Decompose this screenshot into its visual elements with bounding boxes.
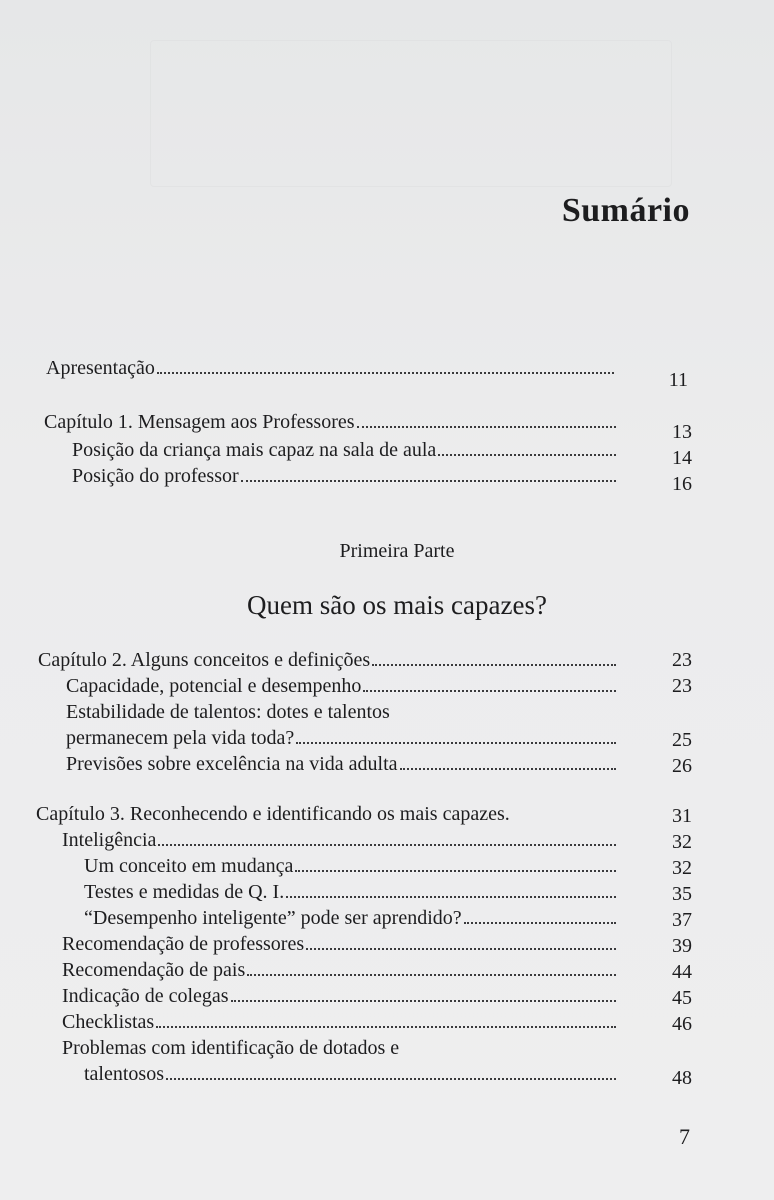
toc-entry-page: 31 — [672, 805, 692, 827]
leader-dots — [156, 1012, 616, 1028]
toc-entry-label: Testes e medidas de Q. I. — [84, 881, 285, 903]
leader-dots — [372, 650, 616, 666]
toc-entry-page: 46 — [672, 1013, 692, 1035]
toc-entry-page: 13 — [672, 421, 692, 443]
toc-entry-label: Indicação de colegas — [62, 985, 229, 1007]
toc-entry-page: 39 — [672, 935, 692, 957]
toc-entry — [66, 752, 620, 776]
page-title: Sumário — [561, 192, 690, 229]
toc-entry — [62, 958, 620, 982]
toc-entry-page: 14 — [672, 447, 692, 469]
toc-entry-label: Posição da criança mais capaz na sala de aula — [72, 439, 437, 461]
toc-entry-label: Apresentação — [46, 357, 155, 379]
toc-entry — [66, 700, 620, 724]
toc-entry — [66, 674, 620, 698]
toc-entry — [62, 984, 620, 1008]
toc-entry-page: 23 — [672, 675, 692, 697]
toc-entry — [66, 726, 620, 750]
toc-entry — [84, 880, 620, 904]
leader-dots — [247, 960, 616, 976]
toc-entry-label: Capacidade, potencial e desempenho — [66, 675, 362, 697]
toc-entry-page: 45 — [672, 987, 692, 1009]
toc-entry-page: 11 — [668, 369, 688, 391]
toc-entry-page: 26 — [672, 755, 692, 777]
toc-entry-label: Estabilidade de talentos: dotes e talentos — [66, 701, 390, 723]
toc-entry-page: 32 — [672, 831, 692, 853]
leader-dots — [464, 908, 616, 924]
part-label: Primeira Parte — [339, 540, 455, 562]
toc-entry-label: talentosos — [84, 1063, 164, 1085]
toc-entry — [62, 1010, 620, 1034]
toc-entry — [62, 932, 620, 956]
toc-entry-page: 32 — [672, 857, 692, 879]
leader-dots — [241, 466, 616, 482]
leader-dots — [158, 830, 616, 846]
leader-dots — [295, 856, 616, 872]
toc-entry-label: Um conceito em mudança — [84, 855, 294, 877]
toc-entry-page: 35 — [672, 883, 692, 905]
leader-dots — [363, 676, 616, 692]
leader-dots — [357, 412, 616, 428]
leader-dots — [296, 728, 616, 744]
toc-entry — [36, 802, 620, 826]
toc-entry-page: 23 — [672, 649, 692, 671]
toc-entry-label: “Desempenho inteligente” pode ser aprendido? — [84, 907, 462, 929]
toc-entry — [84, 854, 620, 878]
toc-entry-page: 16 — [672, 473, 692, 495]
toc-entry — [84, 906, 620, 930]
toc-entry-label: Recomendação de professores — [62, 933, 305, 955]
toc-entry-label: Checklistas — [62, 1011, 155, 1033]
leader-dots — [157, 358, 614, 374]
toc-entry — [84, 1062, 620, 1086]
toc-entry — [46, 356, 618, 380]
toc-entry-label: Recomendação de pais — [62, 959, 246, 981]
toc-entry-page: 37 — [672, 909, 692, 931]
toc-entry-page: 48 — [672, 1067, 692, 1089]
leader-dots — [400, 754, 616, 770]
toc-entry-page: 44 — [672, 961, 692, 983]
toc-entry — [62, 828, 620, 852]
toc-entry — [72, 464, 620, 488]
leader-dots — [438, 440, 616, 456]
toc-entry-label: Capítulo 2. Alguns conceitos e definições — [38, 649, 371, 671]
faded-stamp — [150, 40, 672, 187]
toc-entry-label: Inteligência — [62, 829, 157, 851]
toc-entry-label: Problemas com identificação de dotados e — [62, 1037, 400, 1059]
toc-entry — [44, 410, 620, 434]
leader-dots — [286, 882, 616, 898]
page-number: 7 — [679, 1124, 690, 1149]
toc-entry-label: Previsões sobre excelência na vida adulta — [66, 753, 398, 775]
toc-entry — [38, 648, 620, 672]
toc-entry — [62, 1036, 620, 1060]
toc-entry-label: Posição do professor — [72, 465, 239, 487]
toc-entry-label: permanecem pela vida toda? — [66, 727, 295, 749]
toc-entry-page: 25 — [672, 729, 692, 751]
leader-dots — [306, 934, 616, 950]
toc-entry-label: Capítulo 3. Reconhecendo e identificando os mais capazes. — [36, 803, 510, 825]
leader-dots — [231, 986, 616, 1002]
leader-dots — [166, 1064, 616, 1080]
part-title: Quem são os mais capazes? — [247, 590, 547, 620]
toc-entry — [72, 438, 620, 462]
toc-entry-label: Capítulo 1. Mensagem aos Professores — [44, 411, 355, 433]
